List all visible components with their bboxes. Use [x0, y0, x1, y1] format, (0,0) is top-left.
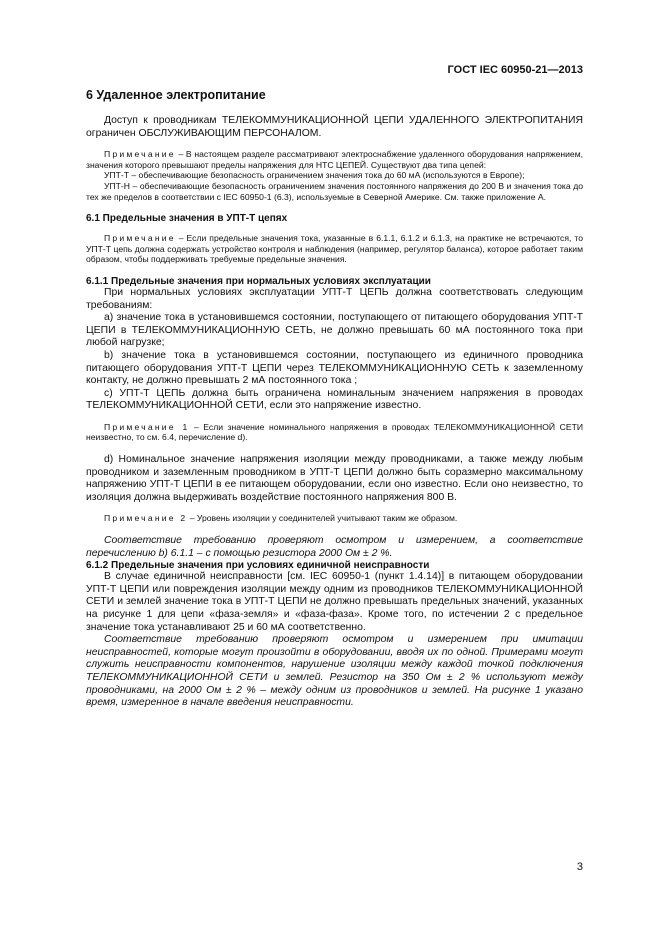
section-6-1-1-intro: При нормальных условиях эксплуатации УПТ-Т ЦЕПЬ должна соответствовать следующим требованиям: — [86, 286, 583, 311]
section-6-intro: Доступ к проводникам ТЕЛЕКОММУНИКАЦИОННОЙ ЦЕПИ УДАЛЕННОГО ЭЛЕКТРОПИТАНИЯ ограничен ОБСЛУЖИВАЮЩИМ ПЕРСОНАЛОМ. — [86, 115, 583, 139]
requirement-b: b) значение тока в установившемся состоянии, поступающего из единичного проводника питающего оборудования УПТ-Т ЦЕПИ через ТЕЛЕКОММУНИКАЦИОННУЮ СЕТЬ к заземленному контакту, не должно превышать 2 мА постоянного тока ; — [86, 349, 583, 387]
note-text: – Уровень изоляции у соединителей учитывают таким же образом. — [187, 513, 458, 524]
document-body — [86, 88, 583, 710]
section-6-1-1-compliance: Соответствие требованию проверяют осмотром и измерением, а соответствие перечислению b) 6.1.1 – с помощью резистора 2000 Ом ± 2 %. — [86, 535, 583, 559]
section-6-1-1-title: 6.1.1 Предельные значения при нормальных условиях эксплуатации — [86, 275, 431, 287]
section-6-1-title: 6.1 Предельные значения в УПТ-Т цепях — [86, 213, 288, 225]
section-6-1-1-note-2 — [86, 513, 583, 524]
note-label: Примечание — [104, 233, 176, 244]
note-text: – Если предельные значения тока, указанные в 6.1.1, 6.1.2 и 6.1.3, на практике не встречаются, то УПТ-Т цепь должна содержать устройство контроля и наблюдения (например, регулятор баланса), которое работает таким образом, чтобы поддерживать требуемые предельные значения. — [86, 233, 583, 265]
requirement-d: d) Номинальное значение напряжения изоляции между проводниками, а также между любым проводником и заземленным проводником в УПТ-Т ЦЕПИ должно быть соразмерно максимальному напряжению УПТ-Т ЦЕПИ в ее питающем оборудовании, если оно известно. Если оно неизвестно, то изоляция должна выдерживать воздействие постоянного напряжения 800 В. — [86, 454, 583, 503]
section-6-1-1-note-1 — [86, 422, 583, 443]
section-6-note — [86, 149, 583, 170]
note-label: Примечание 2 — [104, 513, 188, 524]
section-6-1-2-compliance: Соответствие требованию проверяют осмотром и измерением при имитации неисправностей, которые могут произойти в оборудовании, вводя их по одной. Примерами могут служить неисправности компонентов, нарушение изоляции между каждой точкой подключения ТЕЛЕКОММУНИКАЦИОННОЙ СЕТИ и землей. Резистор на 350 Ом ± 2 % используют между проводниками, на 2000 Ом ± 2 % – между одним из проводников и землей. На рисунке 1 указано время, измеренное в начале введения неисправности. — [86, 634, 583, 709]
note-text: – В настоящем разделе рассматривают электроснабжение удаленного оборудования напряжением, значения которого превышают пределы напряжения для НТС ЦЕПЕЙ. Существуют два типа цепей: — [86, 149, 583, 170]
section-6-1-2-body: В случае единичной неисправности [см. IEC 60950-1 (пункт 1.4.14)] в питающем оборудовании УПТ-Т ЦЕПИ или повреждения изоляции между одним из проводников ТЕЛЕКОММУНИКАЦИОННОЙ СЕТИ и землей значение тока в УПТ-Т ЦЕПИ не должно превышать предельных значений, указанных на рисунке 1 для цепи «фаза-земля» и «фаза-фаза». Кроме того, по истечении 2 с предельное значение тока устанавливают 25 и 60 мА соответственно. — [86, 571, 583, 633]
upt-n-definition: УПТ-Н – обеспечивающие безопасность ограничением значения постоянного напряжения до 200 В и значения тока до тех же пределов в соответствии с IEC 60950-1 (6.3), используемые в Северной Америке. См. также приложение А. — [86, 180, 583, 202]
section-6-title: 6 Удаленное электропитание — [86, 88, 266, 102]
requirement-c: c) УПТ-Т ЦЕПЬ должна быть ограничена номинальным значением напряжения в проводах ТЕЛЕКОММУНИКАЦИОННОЙ СЕТИ, если это напряжение известно. — [86, 387, 583, 412]
note-label: Примечание 1 — [104, 421, 190, 432]
note-text: – Если значение номинального напряжения в проводах ТЕЛЕКОММУНИКАЦИОННОЙ СЕТИ неизвестно, то см. 6.4, перечисление d). — [86, 421, 583, 443]
requirement-a: а) значение тока в установившемся состоянии, поступающего от питающего оборудования УПТ-Т ЦЕПИ в ТЕЛЕКОММУНИКАЦИОННУЮ СЕТЬ, не должно превышать 60 мА постоянного тока при любой нагрузке; — [86, 312, 583, 349]
standard-header: ГОСТ IEC 60950-21—2013 — [447, 64, 583, 76]
section-6-1-2-title: 6.1.2 Предельные значения при условиях единичной неисправности — [86, 560, 430, 572]
page-number: 3 — [576, 861, 583, 873]
note-label: Примечание — [104, 149, 176, 160]
upt-t-definition: УПТ-Т – обеспечивающие безопасность ограничением значения тока до 60 мА (используются в Европе); — [104, 170, 525, 181]
section-6-1-note — [86, 233, 583, 265]
